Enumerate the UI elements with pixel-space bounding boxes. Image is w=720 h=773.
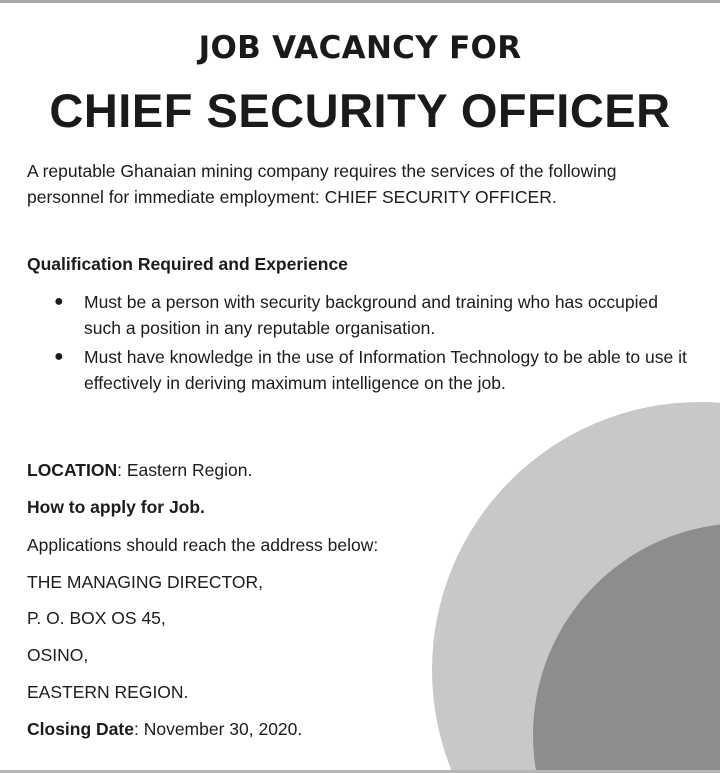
closing-date-line: [27, 716, 302, 742]
apply-instruction: Applications should reach the address below:: [27, 535, 379, 555]
list-item-text: Must have knowledge in the use of Information Technology to be able to use it effectively in deriving maximum intelligence on the job.: [84, 347, 687, 393]
address-line: OSINO,: [27, 645, 89, 665]
bullet-icon: ●: [54, 293, 64, 310]
list-item-text: Must be a person with security background and training who has occupied such a position in any reputable organisation.: [84, 292, 658, 338]
bullet-icon: ●: [54, 348, 64, 365]
closing-date-label: Closing Date: [27, 719, 134, 739]
location-line: [27, 457, 252, 483]
list-item: [27, 289, 687, 341]
address-line: THE MANAGING DIRECTOR,: [27, 572, 263, 592]
how-to-apply-heading: How to apply for Job.: [27, 497, 205, 517]
qualification-list: [27, 289, 687, 399]
location-label: LOCATION: [27, 460, 118, 480]
inner-circle: [533, 523, 720, 773]
address-line: P. O. BOX OS 45,: [27, 608, 166, 628]
location-value: : Eastern Region.: [117, 460, 253, 480]
address-line: EASTERN REGION.: [27, 682, 189, 702]
outer-circle: [432, 402, 720, 773]
list-item: [27, 344, 687, 396]
title-position: CHIEF SECURITY OFFICER: [49, 84, 671, 137]
qualification-heading: Qualification Required and Experience: [27, 254, 348, 274]
closing-date-value: : November 30, 2020.: [133, 719, 303, 739]
intro-paragraph: A reputable Ghanaian mining company requires the services of the following personnel for immediate employment: CHIEF SECURITY OFFICER.: [27, 161, 617, 207]
top-rule: [0, 0, 720, 3]
title-job-vacancy: JOB VACANCY FOR: [198, 30, 522, 66]
